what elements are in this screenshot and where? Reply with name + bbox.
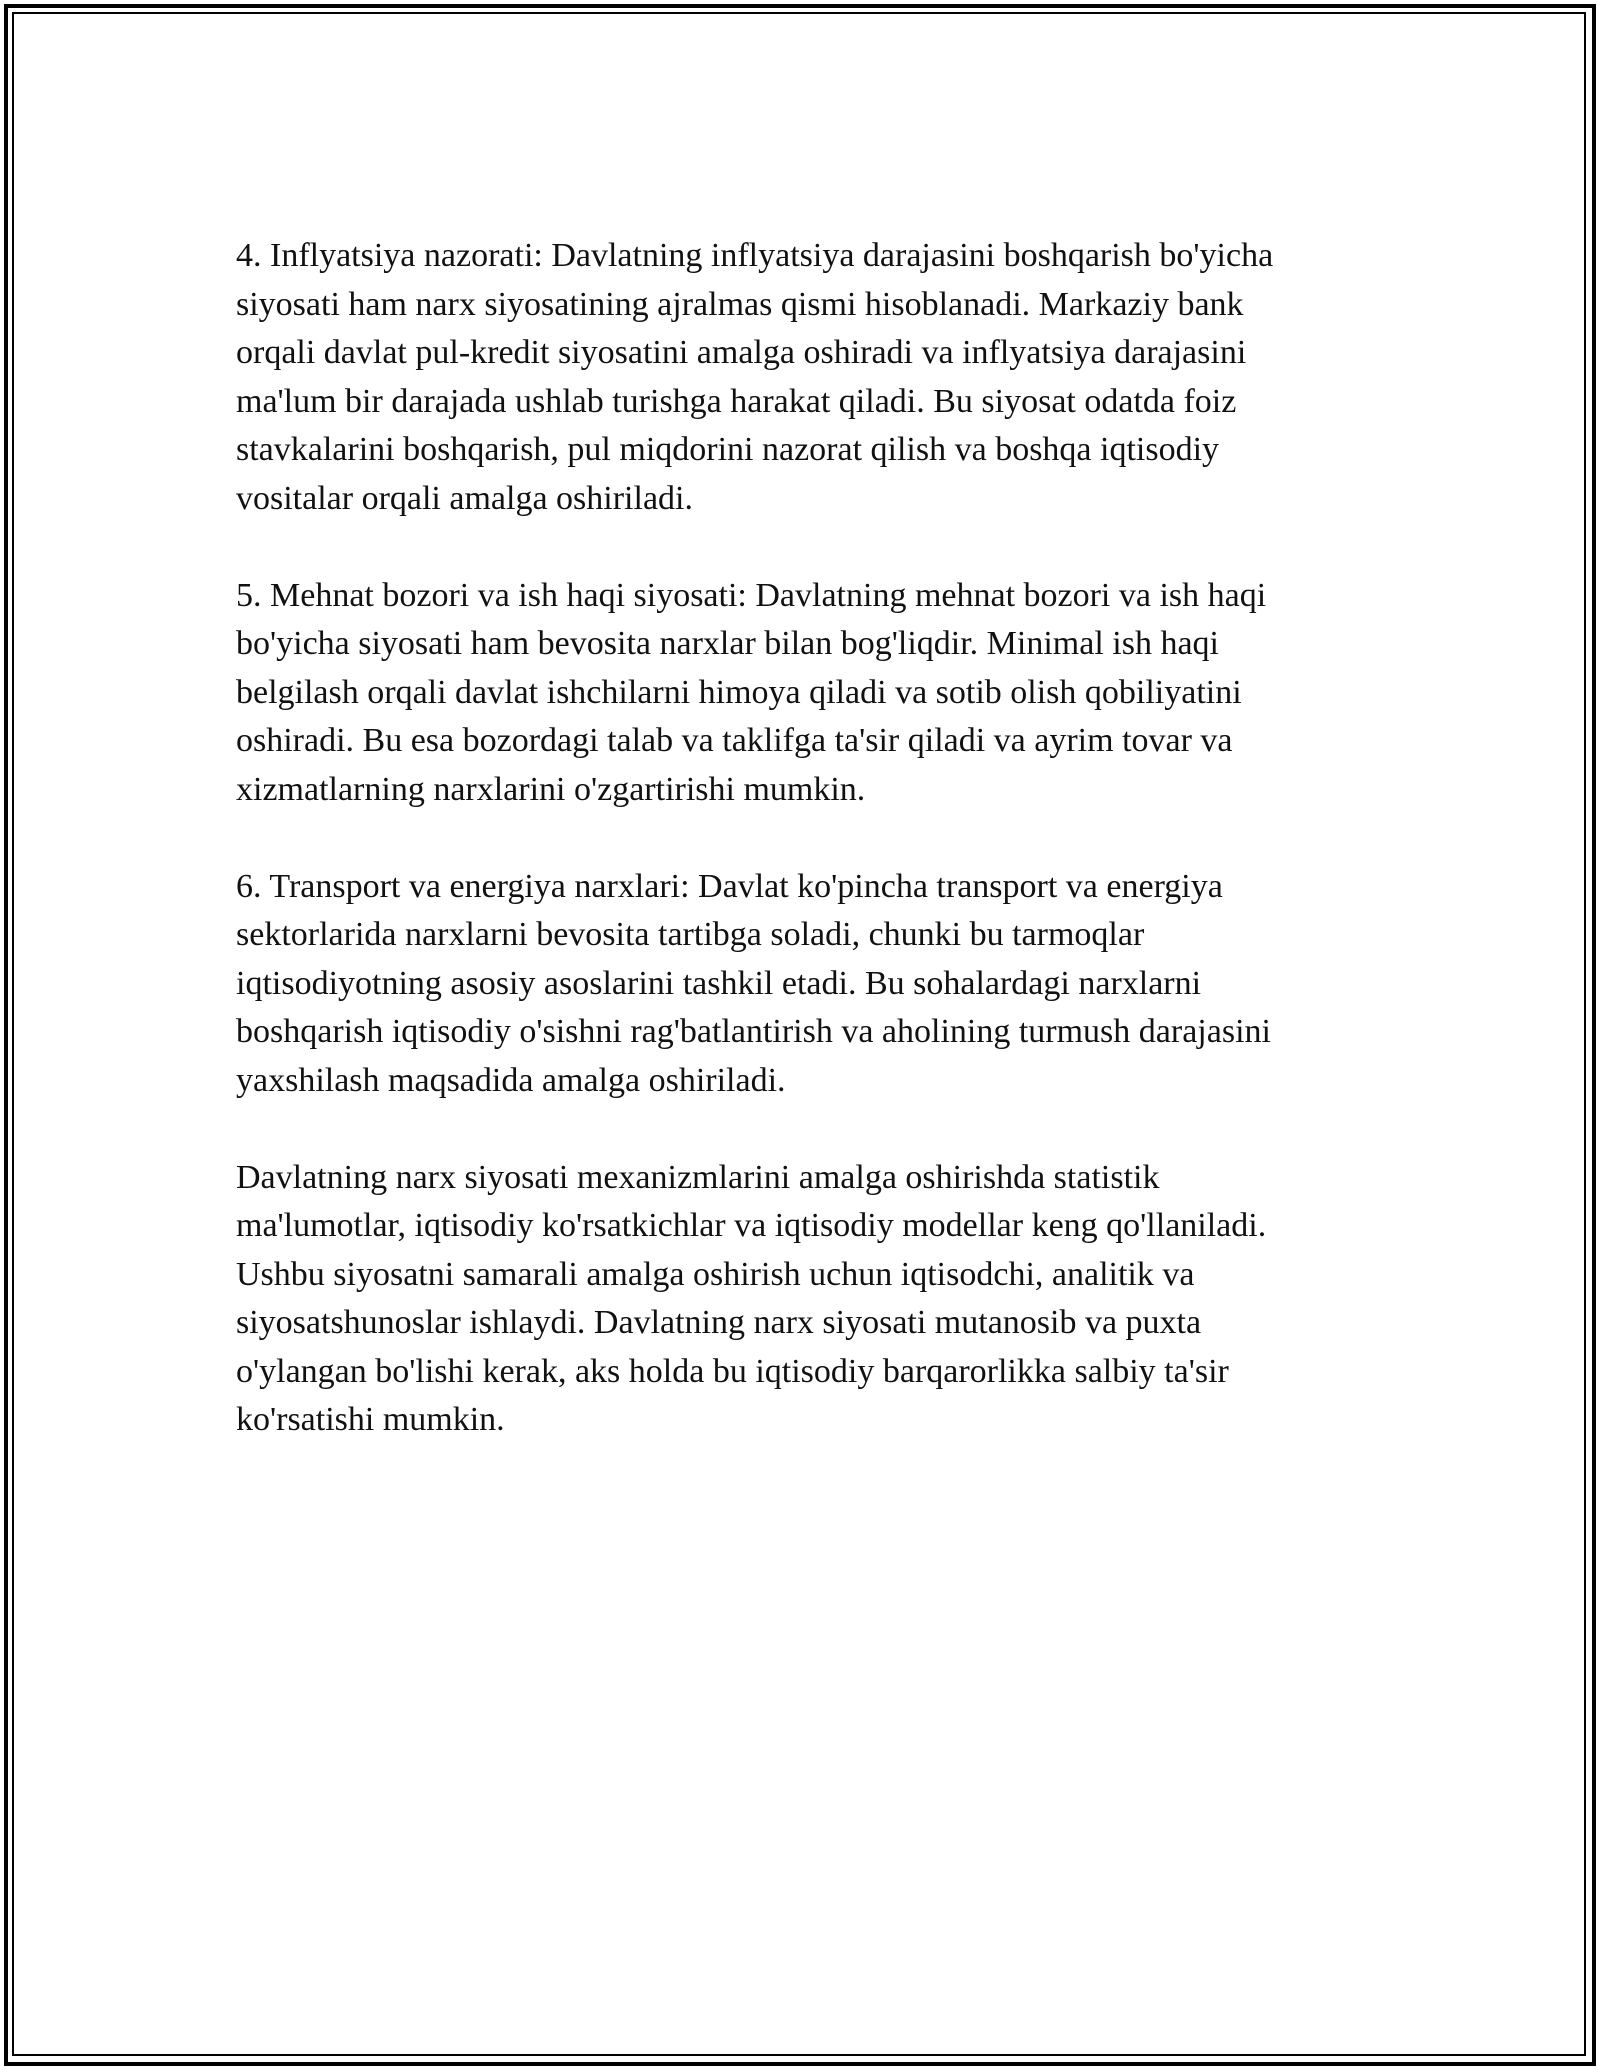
text-line: ma'lum bir darajada ushlab turishga harakat qiladi. Bu siyosat odatda foiz — [236, 382, 1237, 420]
text-line: 5. Mehnat bozori va ish haqi siyosati: Davlatning mehnat bozori va ish haqi — [236, 576, 1267, 614]
paragraph-inflation-control — [236, 232, 1376, 523]
text-line: orqali davlat pul-kredit siyosatini amalga oshiradi va inflyatsiya darajasini — [236, 334, 1247, 371]
paragraph-labor-market — [236, 572, 1376, 815]
text-line: oshiradi. Bu esa bozordagi talab va taklifga ta'sir qiladi va ayrim tovar va — [236, 722, 1233, 759]
text-line: 4. Inflyatsiya nazorati: Davlatning inflyatsiya darajasini boshqarish bo'yicha — [236, 237, 1274, 274]
text-line: boshqarish iqtisodiy o'sishni rag'batlantirish va aholining turmush darajasini — [236, 1013, 1271, 1050]
text-line: o'ylangan bo'lishi kerak, aks holda bu iqtisodiy barqarorlikka salbiy ta'sir — [236, 1352, 1229, 1390]
text-line: ko'rsatishi mumkin. — [236, 1401, 505, 1438]
paragraph-conclusion — [236, 1154, 1376, 1445]
text-line: xizmatlarning narxlarini o'zgartirishi mumkin. — [236, 770, 866, 808]
paragraph-transport-energy — [236, 863, 1376, 1106]
text-line: Davlatning narx siyosati mexanizmlarini amalga oshirishda statistik — [236, 1158, 1160, 1196]
text-line: siyosatshunoslar ishlaydi. Davlatning narx siyosati mutanosib va puxta — [236, 1304, 1202, 1341]
text-line: sektorlarida narxlarni bevosita tartibga soladi, chunki bu tarmoqlar — [236, 916, 1145, 953]
text-line: Ushbu siyosatni samarali amalga oshirish uchun iqtisodchi, analitik va — [236, 1255, 1195, 1293]
text-line: stavkalarini boshqarish, pul miqdorini nazorat qilish va boshqa iqtisodiy — [236, 431, 1220, 468]
text-line: yaxshilash maqsadida amalga oshiriladi. — [236, 1061, 786, 1099]
text-line: bo'yicha siyosati ham bevosita narxlar bilan bog'liqdir. Minimal ish haqi — [236, 625, 1219, 662]
text-line: belgilash orqali davlat ishchilarni himoya qiladi va sotib olish qobiliyatini — [236, 673, 1242, 711]
text-line: vositalar orqali amalga oshiriladi. — [236, 479, 693, 517]
text-line: 6. Transport va energiya narxlari: Davlat ko'pincha transport va energiya — [236, 867, 1223, 905]
document-body — [236, 232, 1376, 1493]
text-line: siyosati ham narx siyosatining ajralmas qismi hisoblanadi. Markaziy bank — [236, 285, 1244, 323]
text-line: iqtisodiyotning asosiy asoslarini tashkil etadi. Bu sohalardagi narxlarni — [236, 964, 1202, 1002]
text-line: ma'lumotlar, iqtisodiy ko'rsatkichlar va iqtisodiy modellar keng qo'llaniladi. — [236, 1207, 1267, 1244]
